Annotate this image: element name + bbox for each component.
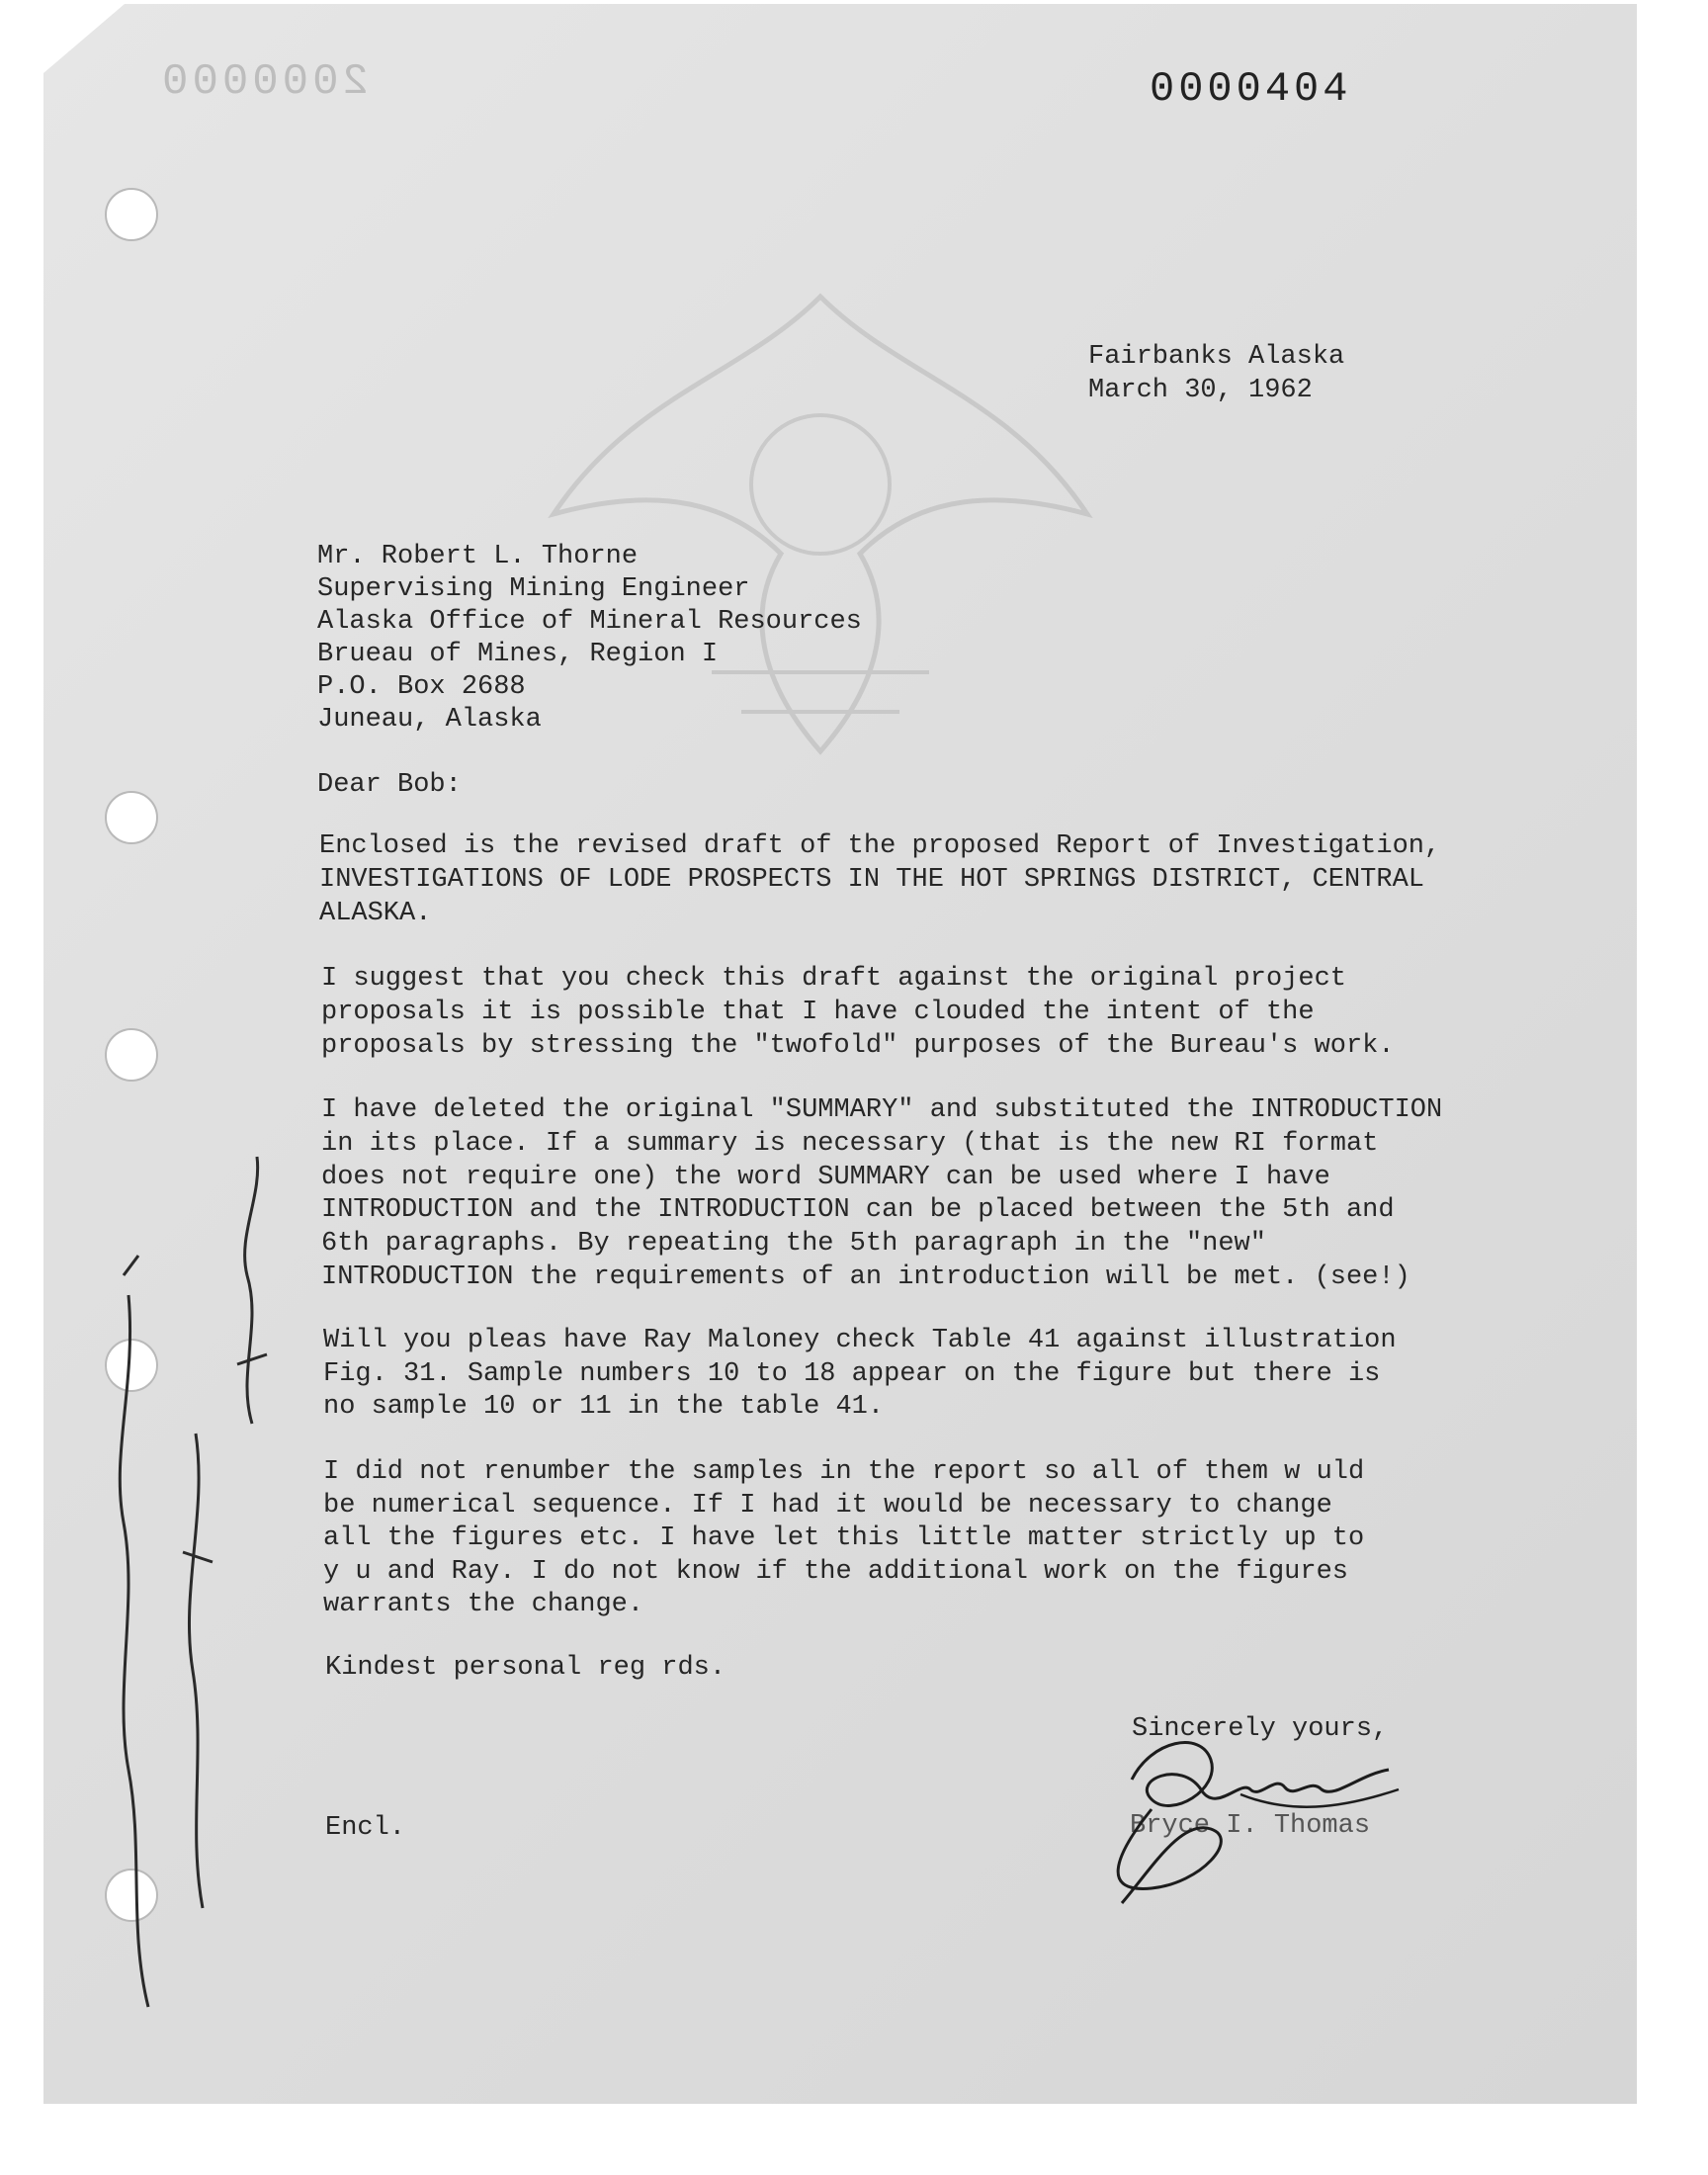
paragraph-line: all the figures etc. I have let this little matter strictly up to: [323, 1523, 1365, 1553]
signoff: Sincerely yours,: [1132, 1714, 1389, 1744]
address-line: Supervising Mining Engineer: [317, 574, 750, 604]
paragraph-line: I did not renumber the samples in the report so all of them w uld: [323, 1457, 1365, 1487]
paragraph-line: ALASKA.: [319, 899, 432, 928]
paragraph-line: proposals by stressing the "twofold" purposes of the Bureau's work.: [321, 1031, 1395, 1061]
salutation: Dear Bob:: [317, 770, 462, 800]
paragraph-line: be numerical sequence. If I had it would be necessary to change: [323, 1491, 1332, 1521]
faded-stamp-number: 2000000: [158, 57, 369, 107]
paragraph-line: no sample 10 or 11 in the table 41.: [323, 1392, 885, 1422]
closing: Kindest personal reg rds.: [325, 1653, 726, 1683]
punch-hole: [105, 188, 158, 241]
eagle-seal-watermark: [514, 257, 1127, 791]
paragraph-line: does not require one) the word SUMMARY can be used where I have: [321, 1163, 1330, 1192]
paragraph-line: warrants the change.: [323, 1590, 644, 1619]
letter-date: March 30, 1962: [1088, 376, 1313, 405]
paragraph-line: Enclosed is the revised draft of the proposed Report of Investigation,: [319, 831, 1441, 861]
handwritten-signature: [1092, 1720, 1409, 1908]
punch-hole: [105, 791, 158, 844]
address-line: Juneau, Alaska: [317, 705, 542, 735]
paragraph-line: Fig. 31. Sample numbers 10 to 18 appear on the figure but there is: [323, 1359, 1381, 1389]
paragraph-line: Will you pleas have Ray Maloney check Table 41 against illustration: [323, 1326, 1397, 1355]
address-line: Brueau of Mines, Region I: [317, 640, 719, 669]
signer-name: Bryce I. Thomas: [1130, 1811, 1371, 1841]
handwritten-margin-note: [89, 1137, 346, 2046]
paragraph-line: 6th paragraphs. By repeating the 5th paragraph in the "new": [321, 1229, 1266, 1259]
paragraph-line: INVESTIGATIONS OF LODE PROSPECTS IN THE HOT SPRINGS DISTRICT, CENTRAL: [319, 865, 1424, 895]
address-line: Alaska Office of Mineral Resources: [317, 607, 862, 637]
paragraph-line: INTRODUCTION the requirements of an introduction will be met. (see!): [321, 1262, 1410, 1292]
address-line: P.O. Box 2688: [317, 672, 526, 702]
document-number: 0000404: [1150, 65, 1352, 113]
paragraph-line: y u and Ray. I do not know if the additional work on the figures: [323, 1557, 1348, 1587]
paragraph-line: in its place. If a summary is necessary (that is the new RI format: [321, 1129, 1379, 1159]
enclosure: Encl.: [325, 1813, 406, 1843]
paragraph-line: proposals it is possible that I have clouded the intent of the: [321, 998, 1315, 1027]
paragraph-line: INTRODUCTION and the INTRODUCTION can be placed between the 5th and: [321, 1195, 1395, 1225]
paragraph-line: I suggest that you check this draft against the original project: [321, 964, 1346, 994]
address-line: Mr. Robert L. Thorne: [317, 542, 639, 571]
letter-city: Fairbanks Alaska: [1088, 342, 1345, 372]
paragraph-line: I have deleted the original "SUMMARY" and substituted the INTRODUCTION: [321, 1095, 1443, 1125]
punch-hole: [105, 1028, 158, 1082]
